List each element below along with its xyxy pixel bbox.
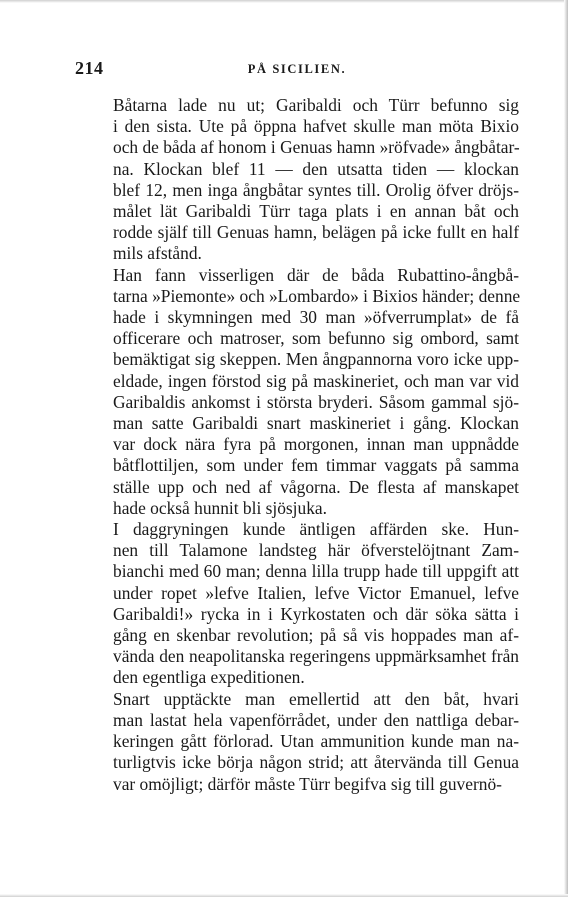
text-line: Garibaldis ankomst i största bryderi. Såsom gammal sjö- <box>113 391 519 412</box>
text-line: Snart upptäckte man emellertid att den båt, hvari <box>113 688 519 709</box>
text-line: under ropet »lefve Italien, lefve Victor Emanuel, lefve <box>113 582 519 603</box>
text-line: man satte Garibaldi snart maskineriet i gång. Klockan <box>113 413 519 434</box>
text-line: eldade, ingen förstod sig på maskineriet, och man var vid <box>113 370 519 391</box>
text-line: Båtarna lade nu ut; Garibaldi och Türr befunno sig <box>113 95 519 115</box>
body-text <box>75 95 519 795</box>
text-line: bianchi med 60 man; denna lilla trupp hade till uppgift att <box>113 561 519 582</box>
text-line: målet lät Garibaldi Türr taga plats i en annan båt och <box>113 201 519 222</box>
text-line: ställe upp och ned af vågorna. De flesta af manskapet <box>113 476 519 497</box>
text-line: var omöjligt; därför måste Türr begifva sig till guvernö- <box>113 773 502 794</box>
text-line: I daggryningen kunde äntligen affärden ske. Hun- <box>113 519 519 540</box>
text-line: Garibaldi!» rycka in i Kyrkostaten och där söka sätta i <box>113 603 519 624</box>
text-line: bemäktigat sig skeppen. Men ångpannorna voro icke upp- <box>113 349 519 370</box>
text-line: turligtvis icke börja någon strid; att återvända till Genua <box>113 752 519 773</box>
text-line: keringen gått förlorad. Utan ammunition kunde man na- <box>113 731 519 752</box>
text-line: Han fann visserligen där de båda Rubattino-ångbå- <box>113 264 519 285</box>
text-line: den egentliga expeditionen. <box>113 667 305 688</box>
scan-right-edge <box>564 0 568 897</box>
text-line: mils afstånd. <box>113 243 202 264</box>
paragraph <box>75 95 519 265</box>
page-number: 214 <box>75 58 104 78</box>
text-line: båtflottiljen, som under fem timmar vaggats på samma <box>113 455 519 476</box>
text-line: tarna »Piemonte» och »Lombardo» i Bixios händer; denne <box>113 285 521 306</box>
text-line: vända den neapolitanska regeringens uppmärksamhet från <box>113 646 519 667</box>
text-line: nen till Talamone landsteg här öfverstelöjtnant Zam- <box>113 540 519 561</box>
text-line: var dock nära fyra på morgonen, innan man uppnådde <box>113 434 519 455</box>
text-line: och de båda af honom i Genuas hamn »röfvade» ångbåtar- <box>113 137 520 158</box>
paragraph <box>75 689 519 795</box>
paragraph <box>75 265 519 519</box>
text-line: man lastat hela vapenförrådet, under den nattliga debar- <box>113 709 519 730</box>
page-header <box>75 58 519 82</box>
text-line: hade i skymningen med 30 man »öfverrumplat» de få <box>113 307 519 328</box>
text-line: officerare och matroser, som befunno sig ombord, samt <box>113 328 519 349</box>
paragraph <box>75 519 519 689</box>
scan-top-edge <box>0 0 568 3</box>
running-head: PÅ SICILIEN. <box>247 62 347 76</box>
text-line: na. Klockan blef 11 — den utsatta tiden — klockan <box>113 158 519 179</box>
text-line: hade också hunnit bli sjösjuka. <box>113 497 327 518</box>
text-line: gång en skenbar revolution; på så vis hoppades man af- <box>113 625 519 646</box>
text-line: rodde själf till Genuas hamn, belägen på icke fullt en half <box>113 222 519 243</box>
text-line: i den sista. Ute på öppna hafvet skulle man möta Bixio <box>113 116 519 137</box>
text-line: blef 12, men inga ångbåtar syntes till. Orolig öfver dröjs- <box>113 179 519 200</box>
